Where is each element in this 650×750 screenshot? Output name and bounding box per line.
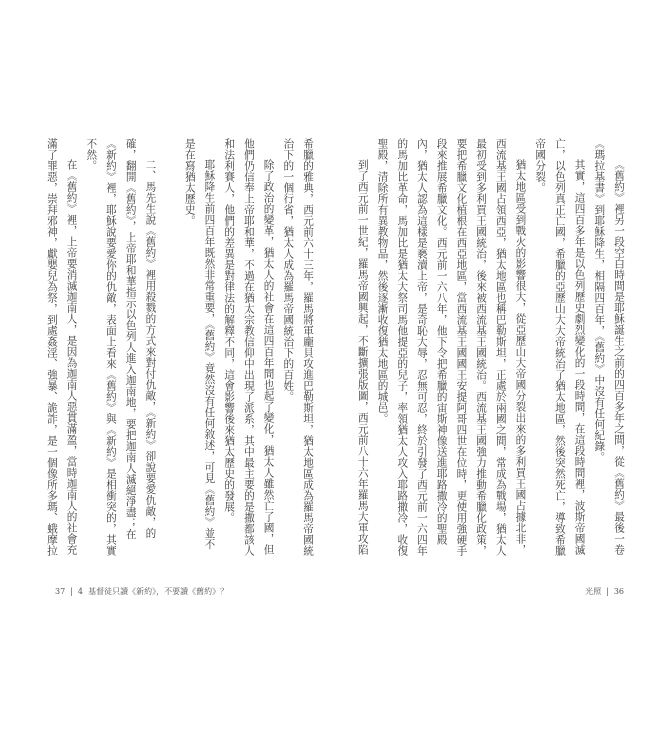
chapter-title: 基督徒只讀《新約》，不要讀《舊約》？ xyxy=(88,587,229,596)
text-column: 其實，這四百多年是以色列歷史劇烈變化的一段時間，在這段時間裡，波斯帝國滅 xyxy=(573,159,586,556)
chapter-number: 4 xyxy=(77,587,83,596)
footer-divider: | xyxy=(606,587,609,596)
text-column: 治下的一個行省，猶太人成為羅馬帝國統治下的百姓。 xyxy=(282,138,295,402)
text-column: 《新約》裡，耶穌說要愛你的仇敵，表面上看來《舊約》與《新約》是相衝突的，其實 xyxy=(104,138,117,556)
text-column: 是在寫猶太歷史。 xyxy=(183,138,196,226)
blank-column xyxy=(159,138,179,578)
text-column: 在《舊約》裡，上帝要消滅迦南人，是因為迦南人惡貫滿盈，當時迦南人的社會充 xyxy=(65,159,78,556)
text-column: 到了西元前一世紀，羅馬帝國興起，不斷擴張版圖，西元前八十六年羅馬大軍攻陷 xyxy=(356,159,369,556)
text-column: 西流基王國占領西亞，猶太地區也稱巴勒斯坦，正處於兩國之間，常成為戰場，猶太人 xyxy=(494,138,507,556)
text-column: 《瑪拉基書》到耶穌降生，相隔四百年，《舊約》中沒有任何紀錄。 xyxy=(593,138,606,463)
text-column: 確，翻開《舊約》，上帝耶和華指示以色列人進入迦南地，要把迦南人滅絕淨盡；在 xyxy=(124,138,137,540)
text-column: 最初受到多利買王國統治，後來被西流基王國統治。西流基王國強力推動希臘化政策， xyxy=(475,138,488,556)
text-column: 二、馬先生說《舊約》裡用殺戮的方式來對付仇敵，《新約》卻說要愛仇敵，的 xyxy=(144,159,157,539)
text-column: 帝國分裂。 xyxy=(534,138,547,193)
left-page-body xyxy=(41,138,317,578)
left-page-footer xyxy=(55,586,228,597)
text-column: 不然。 xyxy=(85,138,98,171)
text-column: 他們仍信奉上帝耶和華，不過在猶太宗教信仰中出現了派系，其中最主要的是撒都該人 xyxy=(242,138,255,556)
text-column: 段來推展希臘文化。西元前一六八年，他下令把希臘的宙斯神像送進耶路撒冷的聖殿 xyxy=(435,138,448,545)
text-column: 要把希臘文化植根在西亞地區，當西流基王國國王安提阿哥四世在位時，更使用強硬手 xyxy=(455,138,468,556)
text-column: 《舊約》裡另一段空白時間是耶穌誕生之前的四百多年之間，從《舊約》最後一卷 xyxy=(613,159,625,556)
text-column: 猶太地區受到戰火的影響很大，從亞歷山大帝國分裂出來的多利買王國占據北非， xyxy=(514,159,527,556)
right-page-footer xyxy=(585,586,624,597)
text-column: 內，猶太人認為這樣是褻瀆上帝，是奇恥大辱，忍無可忍，終於引發了西元前一六四年 xyxy=(415,138,428,556)
text-column: 除了政治的變革，猶太人的社會在這四百年間也起了變化，猶太人雖然亡了國，但 xyxy=(262,159,275,556)
text-column: 希臘的雅典，西元前六十三年，羅馬將軍龐貝攻進巴勒斯坦，猶太地區成為羅馬帝國統 xyxy=(302,138,314,556)
book-title: 光照 xyxy=(585,587,602,596)
text-column: 的馬加比革命，馬加比是猶太大祭司馬他提亞的兒子，率領猶太人攻入耶路撒冷，收復 xyxy=(396,138,409,556)
text-column: 和法利賽人，他們的差異是對律法的解釋不同，這會影響後來猶太歷史的發展。 xyxy=(223,138,236,523)
page-number: 36 xyxy=(613,587,624,596)
text-column: 滿了罪惡，崇拜邪神，獻嬰兒為祭，到處姦淫、強暴、詭詐，是一個像所多瑪、蛾摩拉 xyxy=(45,138,58,556)
text-column: 亡，以色列真正亡國，希臘的亞歷山大大帝統治了猶太地區，然後突然死亡，導致希臘 xyxy=(553,138,566,556)
right-page-body xyxy=(352,138,628,578)
text-column: 耶穌降生前四百年既然非常重要，《舊約》竟然沒有任何敘述，可見《舊約》並不 xyxy=(203,159,216,550)
text-column: 聖殿，清除所有異教物品，然後逐漸收復猶太地區的城邑。 xyxy=(376,138,389,424)
page-number: 37 xyxy=(55,587,66,596)
footer-divider: | xyxy=(70,587,73,596)
